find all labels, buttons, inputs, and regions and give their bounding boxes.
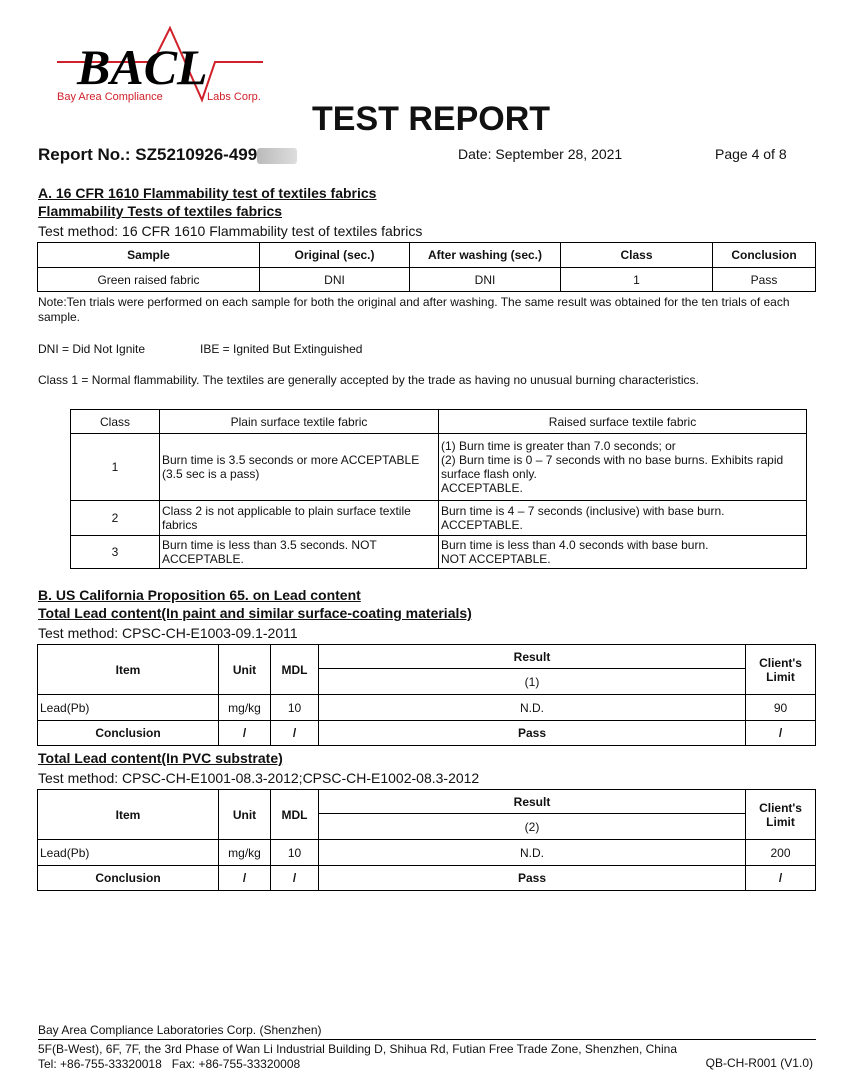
header-cell: After washing (sec.) <box>410 243 561 268</box>
cell: 10 <box>271 695 319 721</box>
table-row <box>71 536 807 569</box>
line: surface flash only. <box>441 467 537 481</box>
line: (3.5 sec is a pass) <box>162 467 260 481</box>
page-number: Page 4 of 8 <box>715 146 787 162</box>
redacted-block <box>257 148 297 164</box>
cell: 1 <box>561 268 713 292</box>
header-result: Result <box>319 645 746 669</box>
cell: Pass <box>713 268 816 292</box>
cell: Pass <box>319 866 746 891</box>
header-item: Item <box>38 645 219 695</box>
header-unit: Unit <box>219 790 271 840</box>
header-sample-no: (2) <box>319 814 746 840</box>
bacl-logo <box>55 22 265 107</box>
cell: Green raised fabric <box>38 268 260 292</box>
table-row <box>38 840 816 866</box>
cell: Conclusion <box>38 866 219 891</box>
line: ACCEPTABLE. <box>441 518 523 532</box>
cell: / <box>746 721 816 746</box>
section-a-heading: A. 16 CFR 1610 Flammability test of textiles fabrics <box>38 185 377 201</box>
line: NOT ACCEPTABLE. <box>441 552 551 566</box>
header-unit: Unit <box>219 645 271 695</box>
cell: mg/kg <box>219 840 271 866</box>
cell: / <box>219 866 271 891</box>
raised-cell <box>439 501 807 536</box>
cell: Conclusion <box>38 721 219 746</box>
footer-address: 5F(B-West), 6F, 7F, the 3rd Phase of Wan Li Industrial Building D, Shihua Rd, Futian Free Trade Zone, Shenzhen, China <box>38 1042 677 1056</box>
svg-text:BACL: BACL <box>77 39 208 95</box>
table-header <box>71 410 807 434</box>
cell: Lead(Pb) <box>38 840 219 866</box>
report-number <box>38 145 297 165</box>
cell: 10 <box>271 840 319 866</box>
header-mdl: MDL <box>271 645 319 695</box>
report-no-label: Report No.: <box>38 145 131 164</box>
footer-divider <box>38 1039 816 1040</box>
lead-pvc-method: Test method: CPSC-CH-E1001-08.3-2012;CPSC-CH-E1002-08.3-2012 <box>38 770 480 786</box>
class-cell: 3 <box>71 536 160 569</box>
logo-graphic <box>55 22 265 107</box>
cell: Lead(Pb) <box>38 695 219 721</box>
line: Burn time is less than 4.0 seconds with base burn. <box>441 538 709 552</box>
table-header <box>38 243 816 268</box>
class-criteria-table <box>70 409 807 569</box>
table-row <box>71 434 807 501</box>
header-cell: Class <box>71 410 160 434</box>
section-a-method: Test method: 16 CFR 1610 Flammability test of textiles fabrics <box>38 223 423 239</box>
header-cell: Sample <box>38 243 260 268</box>
footer-contact: Tel: +86-755-33320018 Fax: +86-755-33320008 <box>38 1057 301 1071</box>
plain-cell <box>160 434 439 501</box>
lead-pvc-title: Total Lead content(In PVC substrate) <box>38 750 283 766</box>
ibe-definition: IBE = Ignited But Extinguished <box>200 342 363 356</box>
lead-pvc-table <box>37 789 816 891</box>
cell: N.D. <box>319 840 746 866</box>
cell: DNI <box>260 268 410 292</box>
class-cell: 1 <box>71 434 160 501</box>
footer-company: Bay Area Compliance Laboratories Corp. (Shenzhen) <box>38 1023 322 1037</box>
dni-definition: DNI = Did Not Ignite <box>38 342 146 356</box>
line: Burn time is 3.5 seconds or more ACCEPTABLE <box>162 453 420 467</box>
report-date: Date: September 28, 2021 <box>458 146 623 162</box>
header-cell: Plain surface textile fabric <box>160 410 439 434</box>
header-cell: Raised surface textile fabric <box>439 410 807 434</box>
raised-cell <box>439 434 807 501</box>
line: fabrics <box>162 518 198 532</box>
cell: mg/kg <box>219 695 271 721</box>
line: (1) Burn time is greater than 7.0 seconds; or <box>441 439 676 453</box>
header-mdl: MDL <box>271 790 319 840</box>
line: Class 2 is not applicable to plain surface textile <box>162 504 411 518</box>
line: Burn time is 4 – 7 seconds (inclusive) with base burn. <box>441 504 725 518</box>
cell: N.D. <box>319 695 746 721</box>
conclusion-row <box>38 866 816 891</box>
report-no-value: SZ5210926-499 <box>135 145 258 164</box>
table-row <box>71 501 807 536</box>
plain-cell <box>160 501 439 536</box>
svg-text:Bay Area Compliance: Bay Area Compliance <box>57 91 163 103</box>
trials-note: Note:Ten trials were performed on each sample for both the original and after washing. The same result was obtained for the ten trials of each sample. <box>38 295 790 324</box>
lead-paint-method: Test method: CPSC-CH-E1003-09.1-2011 <box>38 625 298 641</box>
section-a-subheading: Flammability Tests of textiles fabrics <box>38 203 283 219</box>
header-limit: Client's Limit <box>746 790 816 840</box>
line: Burn time is less than 3.5 seconds. NOT <box>162 538 377 552</box>
lead-paint-title: Total Lead content(In paint and similar surface-coating materials) <box>38 605 472 621</box>
cell: / <box>271 721 319 746</box>
header-limit: Client's Limit <box>746 645 816 695</box>
header-cell: Conclusion <box>713 243 816 268</box>
line: ACCEPTABLE. <box>441 481 523 495</box>
section-b-heading: B. US California Proposition 65. on Lead content <box>38 587 361 603</box>
class1-definition: Class 1 = Normal flammability. The textiles are generally accepted by the trade as having no unusual burning characteristics. <box>38 373 699 387</box>
cell: 200 <box>746 840 816 866</box>
flammability-table <box>37 242 816 292</box>
header-item: Item <box>38 790 219 840</box>
header-cell: Original (sec.) <box>260 243 410 268</box>
class-cell: 2 <box>71 501 160 536</box>
header-result: Result <box>319 790 746 814</box>
header-sample-no: (1) <box>319 669 746 695</box>
footer-form-code: QB-CH-R001 (V1.0) <box>705 1056 813 1070</box>
cell: / <box>271 866 319 891</box>
table-row <box>38 695 816 721</box>
raised-cell <box>439 536 807 569</box>
cell: / <box>746 866 816 891</box>
cell: Pass <box>319 721 746 746</box>
cell: 90 <box>746 695 816 721</box>
line: ACCEPTABLE. <box>162 552 244 566</box>
table-row <box>38 268 816 292</box>
svg-text:Labs Corp.: Labs Corp. <box>207 91 261 103</box>
lead-paint-table <box>37 644 816 746</box>
header-cell: Class <box>561 243 713 268</box>
line: (2) Burn time is 0 – 7 seconds with no base burns. Exhibits rapid <box>441 453 784 467</box>
cell: DNI <box>410 268 561 292</box>
report-title: TEST REPORT <box>312 100 551 138</box>
conclusion-row <box>38 721 816 746</box>
plain-cell <box>160 536 439 569</box>
cell: / <box>219 721 271 746</box>
